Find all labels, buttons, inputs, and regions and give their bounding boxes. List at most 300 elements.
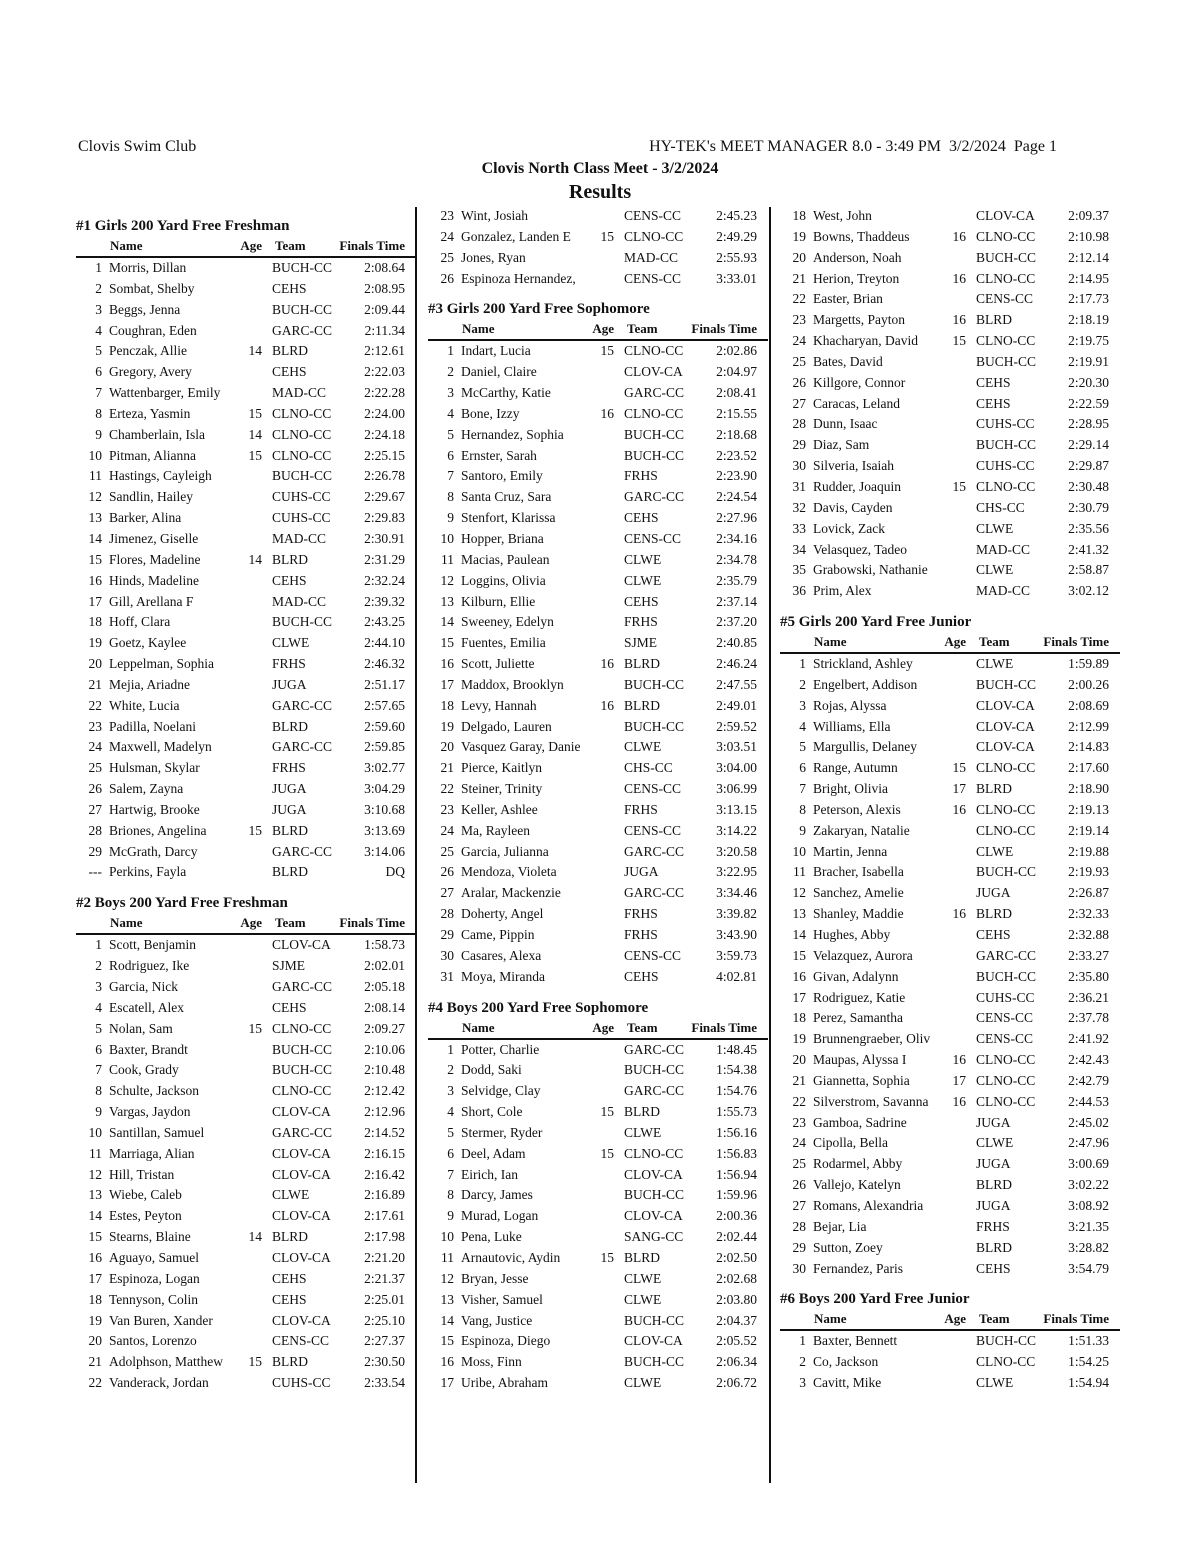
team: CUHS-CC [976, 989, 1035, 1005]
swimmer-name: Santillan, Samuel [109, 1124, 205, 1140]
team: CENS-CC [976, 291, 1034, 307]
swimmer-name: Casares, Alexa [461, 947, 542, 963]
result-row [428, 862, 768, 883]
team: CENS-CC [624, 781, 682, 797]
swimmer-name: Scott, Juliette [461, 656, 535, 672]
age: 15 [952, 333, 966, 349]
place: 1 [95, 937, 102, 953]
result-row [428, 425, 768, 446]
finals-time: 2:04.97 [716, 364, 757, 380]
finals-time: 2:24.00 [364, 405, 405, 421]
swimmer-name: Levy, Hannah [461, 697, 537, 713]
swimmer-name: Stenfort, Klarissa [461, 510, 556, 526]
swimmer-name: Schulte, Jackson [109, 1083, 199, 1099]
place: 24 [792, 1135, 806, 1151]
finals-time: 2:30.91 [364, 530, 405, 546]
swimmer-name: Ernster, Sarah [461, 447, 537, 463]
result-row [780, 654, 1120, 675]
swimmer-name: Stermer, Ryder [461, 1124, 543, 1140]
result-row [76, 1185, 416, 1206]
place: 6 [447, 447, 454, 463]
swimmer-name: Doherty, Angel [461, 906, 544, 922]
place: 20 [88, 656, 102, 672]
swimmer-name: Peterson, Alexis [813, 801, 901, 817]
team: BLRD [272, 551, 309, 567]
finals-time: 2:00.36 [716, 1208, 757, 1224]
team: BLRD [624, 697, 661, 713]
finals-time: 2:03.80 [716, 1291, 757, 1307]
result-row [428, 487, 768, 508]
team: BUCH-CC [976, 249, 1037, 265]
age: 16 [952, 1052, 966, 1068]
finals-time: 3:04.29 [364, 781, 405, 797]
finals-time: 2:21.20 [364, 1249, 405, 1265]
team: CLWE [976, 562, 1014, 578]
swimmer-name: Barker, Alina [109, 510, 182, 526]
finals-time: 2:16.42 [364, 1166, 405, 1182]
finals-time: 2:18.90 [1068, 781, 1109, 797]
finals-time: 2:02.86 [716, 343, 757, 359]
team: MAD-CC [976, 541, 1031, 557]
finals-time: 2:57.65 [364, 697, 405, 713]
swimmer-name: Uribe, Abraham [461, 1375, 548, 1391]
team: CENS-CC [624, 822, 682, 838]
header-finals-time: Finals Time [339, 238, 405, 253]
finals-time: 2:59.52 [716, 718, 757, 734]
swimmer-name: Nolan, Sam [109, 1020, 173, 1036]
swimmer-name: Deel, Adam [461, 1145, 526, 1161]
finals-time: 2:00.26 [1068, 676, 1109, 692]
team: CENS-CC [976, 1031, 1034, 1047]
result-row [76, 1331, 416, 1352]
finals-time: 2:02.68 [716, 1270, 757, 1286]
result-row [428, 269, 768, 290]
result-row [76, 696, 416, 717]
team: CEHS [976, 374, 1011, 390]
swimmer-name: Aralar, Mackenzie [461, 885, 561, 901]
swimmer-name: West, John [813, 208, 872, 223]
swimmer-name: Bates, David [813, 353, 883, 369]
swimmer-name: Easter, Brian [813, 291, 883, 307]
team: CLWE [624, 1124, 662, 1140]
finals-time: 3:21.35 [1068, 1218, 1109, 1234]
result-row [428, 821, 768, 842]
result-row [76, 404, 416, 425]
place: 20 [440, 739, 454, 755]
team: CLNO-CC [976, 760, 1036, 776]
place: 27 [792, 395, 806, 411]
place: 18 [88, 614, 102, 630]
finals-time: 2:44.53 [1068, 1093, 1109, 1109]
finals-time: 3:22.95 [716, 864, 757, 880]
place: 12 [440, 1270, 454, 1286]
finals-time: 2:23.90 [716, 468, 757, 484]
place: 14 [792, 927, 806, 942]
finals-time: 2:24.54 [716, 489, 757, 505]
swimmer-name: Williams, Ella [813, 718, 891, 734]
team: MAD-CC [272, 530, 327, 546]
place: 18 [792, 1010, 806, 1026]
place: 19 [792, 228, 806, 244]
finals-time: 3:08.92 [1068, 1197, 1109, 1213]
swimmer-name: Beggs, Jenna [109, 301, 181, 317]
swimmer-name: Wiebe, Caleb [109, 1187, 182, 1203]
swimmer-name: Maupas, Alyssa I [813, 1052, 907, 1068]
team: CLOV-CA [272, 1145, 331, 1161]
result-row [428, 717, 768, 738]
place: 19 [792, 1031, 806, 1047]
place: 5 [95, 1020, 102, 1036]
event-title: #4 Boys 200 Yard Free Sophomore [428, 999, 649, 1016]
result-row [780, 310, 1120, 331]
finals-time: 2:35.79 [716, 572, 757, 588]
header-finals-time: Finals Time [1043, 634, 1109, 650]
team: BUCH-CC [624, 426, 685, 442]
column-headers [780, 1310, 1120, 1331]
team: CUHS-CC [976, 416, 1035, 432]
finals-time: 2:33.27 [1068, 947, 1109, 963]
swimmer-name: Margullis, Delaney [813, 739, 917, 755]
age: 16 [952, 801, 966, 817]
swimmer-name: Macias, Paulean [461, 551, 550, 567]
team: BUCH-CC [272, 468, 333, 484]
team: GARC-CC [624, 1083, 685, 1099]
result-row [780, 925, 1120, 946]
place: 2 [95, 958, 102, 974]
place: 18 [440, 697, 454, 713]
place: 31 [792, 478, 806, 494]
column-headers [428, 1019, 768, 1040]
team: BLRD [272, 1354, 309, 1370]
result-row [76, 779, 416, 800]
age: 15 [248, 1354, 262, 1370]
team: JUGA [624, 864, 659, 880]
result-row [428, 529, 768, 550]
team: CLNO-CC [976, 1072, 1036, 1088]
place: 21 [440, 760, 454, 776]
place: 2 [799, 676, 806, 692]
finals-time: 2:59.60 [364, 718, 405, 734]
result-row [780, 1092, 1120, 1113]
swimmer-name: Bright, Olivia [813, 781, 888, 797]
result-row [428, 1227, 768, 1248]
header-name: Name [462, 1019, 495, 1035]
finals-time: 2:06.72 [716, 1375, 757, 1391]
place: 19 [88, 1312, 102, 1328]
team: CLNO-CC [624, 1145, 684, 1161]
place: 34 [792, 541, 806, 557]
result-row [76, 1227, 416, 1248]
team: MAD-CC [624, 249, 679, 265]
place: 16 [440, 1354, 454, 1370]
team: GARC-CC [624, 489, 685, 505]
place: 15 [440, 635, 454, 651]
result-row [76, 675, 416, 696]
swimmer-name: Gill, Arellana F [109, 593, 194, 609]
team: BLRD [624, 1104, 661, 1120]
finals-time: 3:28.82 [1068, 1239, 1109, 1255]
finals-time: 2:09.27 [364, 1020, 405, 1036]
result-row [76, 1144, 416, 1165]
result-row [428, 1269, 768, 1290]
place: 28 [792, 416, 806, 432]
finals-time: 2:30.50 [364, 1354, 405, 1370]
swimmer-name: Rudder, Joaquin [813, 478, 901, 494]
header-finals-time: Finals Time [339, 915, 405, 931]
swimmer-name: Vang, Justice [461, 1312, 533, 1328]
place: 26 [792, 1177, 806, 1193]
finals-time: 2:24.18 [364, 426, 405, 442]
swimmer-name: Silverstrom, Savanna [813, 1093, 929, 1109]
swimmer-name: Goetz, Kaylee [109, 635, 187, 651]
place: 3 [799, 1375, 806, 1391]
place: 21 [88, 676, 102, 692]
team: CEHS [272, 364, 307, 380]
place: 23 [440, 208, 454, 223]
result-row [780, 331, 1120, 352]
result-row [780, 248, 1120, 269]
finals-time: 2:46.24 [716, 656, 757, 672]
team: BLRD [272, 864, 309, 880]
swimmer-name: Brunnengraeber, Oliv [813, 1031, 931, 1047]
team: GARC-CC [272, 739, 333, 755]
result-row [780, 862, 1120, 883]
place: 4 [95, 999, 102, 1015]
team: SANG-CC [624, 1229, 684, 1245]
swimmer-name: Baxter, Bennett [813, 1333, 898, 1349]
team: CLNO-CC [624, 405, 684, 421]
place: 12 [88, 489, 102, 505]
swimmer-name: McCarthy, Katie [461, 385, 551, 401]
swimmer-name: Co, Jackson [813, 1354, 879, 1370]
swimmer-name: Bowns, Thaddeus [813, 228, 910, 244]
age: 17 [952, 781, 966, 797]
place: 16 [88, 1249, 102, 1265]
finals-time: 3:54.79 [1068, 1260, 1109, 1276]
place: 4 [95, 322, 102, 338]
place: 4 [447, 405, 454, 421]
swimmer-name: Pena, Luke [461, 1229, 522, 1245]
result-row [428, 550, 768, 571]
result-row [428, 1040, 768, 1061]
swimmer-name: Jones, Ryan [461, 249, 526, 265]
team: GARC-CC [272, 322, 333, 338]
result-row [428, 206, 768, 227]
place: --- [88, 864, 102, 880]
result-row [76, 654, 416, 675]
swimmer-name: Penczak, Allie [109, 343, 187, 359]
place: 13 [88, 1187, 102, 1203]
finals-time: 2:08.64 [364, 260, 405, 275]
finals-time: 3:03.51 [716, 739, 757, 755]
swimmer-name: Hopper, Briana [461, 530, 544, 546]
team: CLOV-CA [272, 1249, 331, 1265]
place: 16 [440, 656, 454, 672]
swimmer-name: Baxter, Brandt [109, 1041, 188, 1057]
team: CENS-CC [272, 1333, 330, 1349]
place: 17 [440, 676, 454, 692]
team: CEHS [976, 927, 1011, 942]
team: CENS-CC [624, 947, 682, 963]
team: CLOV-CA [624, 364, 683, 380]
result-row [76, 758, 416, 779]
finals-time: 2:25.10 [364, 1312, 405, 1328]
place: 28 [88, 822, 102, 838]
result-row [780, 1196, 1120, 1217]
result-row [428, 612, 768, 633]
place: 14 [88, 1208, 102, 1224]
finals-time: 2:09.44 [364, 301, 405, 317]
result-row [76, 1019, 416, 1040]
swimmer-name: Zakaryan, Natalie [813, 822, 910, 838]
team: CLWE [976, 843, 1014, 859]
team: CLWE [624, 739, 662, 755]
swimmer-name: Silveria, Isaiah [813, 458, 894, 474]
place: 2 [447, 1062, 454, 1078]
result-row [780, 519, 1120, 540]
header-name: Name [814, 1311, 847, 1327]
age: 16 [952, 312, 966, 328]
swimmer-name: Killgore, Connor [813, 374, 906, 390]
finals-time: 2:09.37 [1068, 208, 1109, 223]
swimmer-name: Sweeney, Edelyn [461, 614, 554, 630]
team: CEHS [272, 1270, 307, 1286]
team: BLRD [976, 312, 1013, 328]
team: CENS-CC [624, 270, 682, 286]
team: CUHS-CC [976, 458, 1035, 474]
place: 20 [792, 1052, 806, 1068]
swimmer-name: Short, Cole [461, 1104, 523, 1120]
result-row [76, 1040, 416, 1061]
swimmer-name: Fuentes, Emilia [461, 635, 546, 651]
team: BUCH-CC [976, 353, 1037, 369]
result-row [428, 842, 768, 863]
result-row [428, 446, 768, 467]
swimmer-name: Santa Cruz, Sara [461, 489, 552, 505]
finals-time: 2:35.80 [1068, 968, 1109, 984]
team: BLRD [976, 1239, 1013, 1255]
result-row [780, 946, 1120, 967]
result-row [76, 1248, 416, 1269]
team: CEHS [272, 1291, 307, 1307]
team: CLOV-CA [624, 1333, 683, 1349]
column-headers [428, 320, 768, 341]
header-age: Age [592, 321, 614, 337]
swimmer-name: Kilburn, Ellie [461, 593, 536, 609]
place: 30 [440, 947, 454, 963]
finals-time: 2:17.73 [1068, 291, 1109, 307]
header-age: Age [240, 238, 262, 253]
result-row [780, 227, 1120, 248]
event-title: #3 Girls 200 Yard Free Sophomore [428, 301, 650, 318]
swimmer-name: Rojas, Alyssa [813, 697, 887, 713]
finals-time: 2:45.02 [1068, 1114, 1109, 1130]
result-row [76, 1102, 416, 1123]
finals-time: 2:42.79 [1068, 1072, 1109, 1088]
place: 32 [792, 499, 806, 515]
team: BUCH-CC [272, 1062, 333, 1078]
team: CLNO-CC [272, 447, 332, 463]
finals-time: 2:29.14 [1068, 437, 1109, 453]
place: 9 [447, 1208, 454, 1224]
swimmer-name: Aguayo, Samuel [109, 1249, 199, 1265]
team: CLNO-CC [624, 343, 684, 359]
age: 15 [600, 1104, 614, 1120]
result-row [76, 1123, 416, 1144]
swimmer-name: Scott, Benjamin [109, 937, 196, 953]
swimmer-name: Giannetta, Sophia [813, 1072, 910, 1088]
team: CLNO-CC [976, 333, 1036, 349]
result-row [76, 977, 416, 998]
team: BUCH-CC [272, 1041, 333, 1057]
place: 3 [799, 697, 806, 713]
swimmer-name: McGrath, Darcy [109, 843, 198, 859]
swimmer-name: Came, Pippin [461, 927, 535, 942]
place: 25 [440, 249, 454, 265]
finals-time: 2:14.83 [1068, 739, 1109, 755]
place: 8 [799, 801, 806, 817]
team: CEHS [624, 510, 659, 526]
team: CLOV-CA [272, 1104, 331, 1120]
result-row [76, 1081, 416, 1102]
team: JUGA [976, 885, 1011, 901]
results-column-3 [780, 206, 1120, 1394]
swimmer-name: Wattenbarger, Emily [109, 385, 221, 401]
finals-time: 2:34.78 [716, 551, 757, 567]
result-row [780, 435, 1120, 456]
place: 17 [88, 1270, 102, 1286]
swimmer-name: Gonzalez, Landen E [461, 228, 571, 244]
swimmer-name: Margetts, Payton [813, 312, 905, 328]
finals-time: 2:19.75 [1068, 333, 1109, 349]
age: 16 [952, 228, 966, 244]
result-row [428, 1081, 768, 1102]
finals-time: 1:58.73 [364, 937, 405, 953]
column-headers [76, 237, 416, 258]
result-row [428, 883, 768, 904]
finals-time: 3:06.99 [716, 781, 757, 797]
header-name: Name [110, 915, 143, 931]
swimmer-name: Bejar, Lia [813, 1218, 867, 1234]
result-row [780, 800, 1120, 821]
team: JUGA [976, 1114, 1011, 1130]
team: GARC-CC [272, 697, 333, 713]
swimmer-name: Khacharyan, David [813, 333, 918, 349]
result-row [76, 842, 416, 863]
result-row [76, 529, 416, 550]
swimmer-name: Rodriguez, Ike [109, 958, 190, 974]
result-row [428, 227, 768, 248]
swimmer-name: Caracas, Leland [813, 395, 900, 411]
age: 14 [248, 426, 262, 442]
place: 7 [799, 781, 806, 797]
finals-time: 2:21.37 [364, 1270, 405, 1286]
place: 18 [88, 1291, 102, 1307]
result-row [780, 883, 1120, 904]
team: CHS-CC [976, 499, 1025, 515]
team: FRHS [624, 614, 658, 630]
swimmer-name: Steiner, Trinity [461, 781, 543, 797]
finals-time: 2:36.21 [1068, 989, 1109, 1005]
place: 27 [88, 801, 102, 817]
finals-time: 1:54.38 [716, 1062, 757, 1078]
finals-time: 1:56.94 [716, 1166, 757, 1182]
place: 20 [88, 1333, 102, 1349]
team: MAD-CC [272, 385, 327, 401]
result-row [76, 425, 416, 446]
swimmer-name: Cipolla, Bella [813, 1135, 888, 1151]
place: 7 [95, 385, 102, 401]
